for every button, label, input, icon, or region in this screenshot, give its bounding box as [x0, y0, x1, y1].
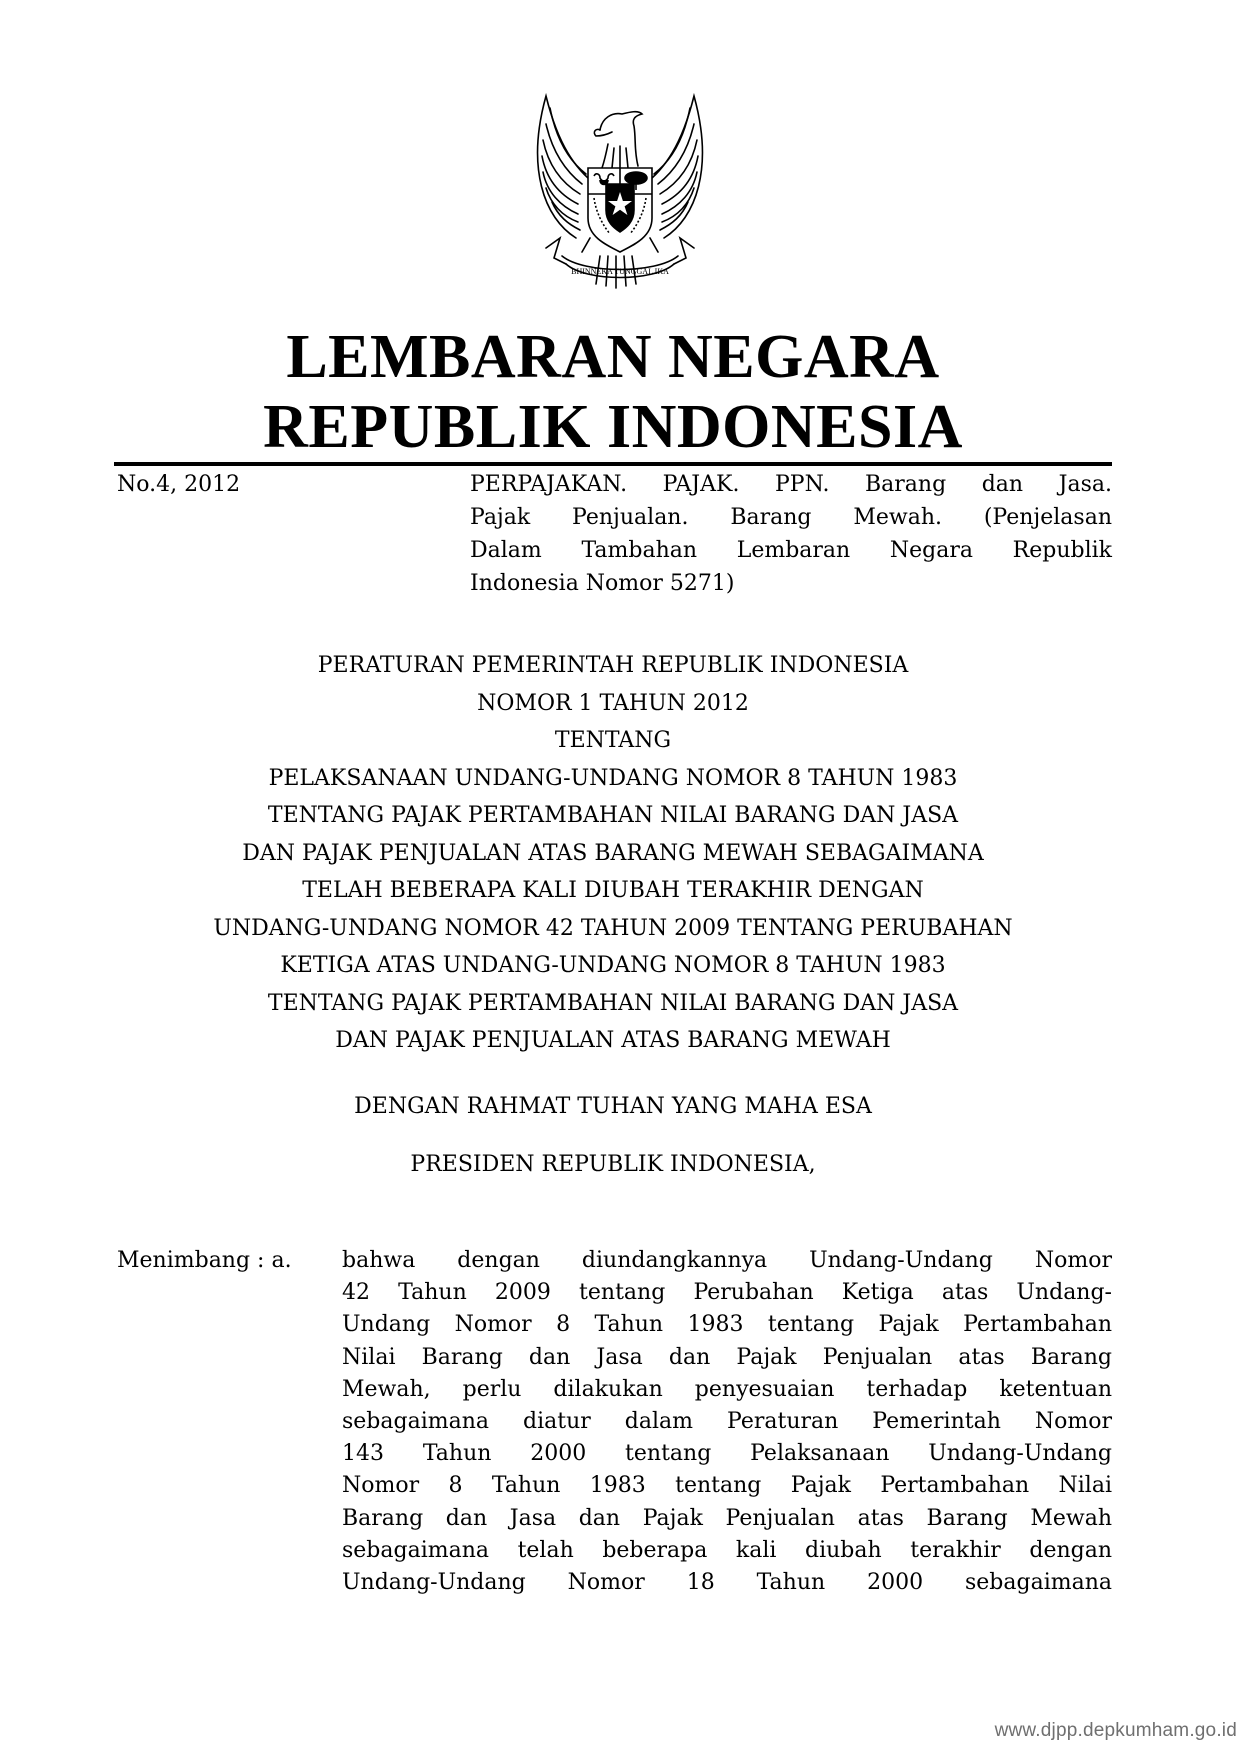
masthead-divider	[114, 462, 1112, 466]
regulation-title-line: PELAKSANAAN UNDANG-UNDANG NOMOR 8 TAHUN 1983	[268, 765, 958, 791]
regulation-title-line: TENTANG	[554, 728, 672, 753]
considering-line: Nilai Barang dan Jasa dan Pajak Penjualan atas Barang	[342, 1344, 1112, 1370]
footer-url: www.djpp.depkumham.go.id	[994, 1720, 1237, 1741]
president-heading: PRESIDEN REPUBLIK INDONESIA,	[410, 1152, 816, 1177]
regulation-title-line: UNDANG-UNDANG NOMOR 42 TAHUN 2009 TENTANG PERUBAHAN	[213, 915, 1013, 941]
considering-line: Undang-Undang Nomor 18 Tahun 2000 sebagaimana	[342, 1570, 1112, 1596]
gazette-masthead-line1: LEMBARAN NEGARA	[286, 323, 940, 391]
gazette-subject-line: Indonesia Nomor 5271)	[470, 571, 735, 596]
regulation-title-line: TENTANG PAJAK PERTAMBAHAN NILAI BARANG DAN JASA	[267, 803, 959, 828]
gazette-subject-line: Dalam Tambahan Lembaran Negara Republik	[470, 538, 1112, 563]
considering-item-a	[342, 1245, 1112, 1599]
considering-line: Undang Nomor 8 Tahun 1983 tentang Pajak Pertambahan	[342, 1312, 1112, 1338]
gazette-masthead-line2: REPUBLIK INDONESIA	[263, 393, 963, 461]
regulation-title-line: NOMOR 1 TAHUN 2012	[477, 690, 749, 716]
considering-label: Menimbang : a.	[117, 1248, 292, 1273]
gazette-subject-line: Pajak Penjualan. Barang Mewah. (Penjelasan	[470, 505, 1112, 530]
garuda-emblem-icon	[516, 88, 724, 294]
regulation-title	[114, 647, 1112, 1060]
regulation-title-line: TENTANG PAJAK PERTAMBAHAN NILAI BARANG DAN JASA	[267, 990, 959, 1016]
svg-text:BHINNEKA TUNGGAL IKA: BHINNEKA TUNGGAL IKA	[571, 267, 669, 276]
considering-line: sebagaimana telah beberapa kali diubah terakhir dengan	[342, 1537, 1112, 1563]
gazette-subject-line: PERPAJAKAN. PAJAK. PPN. Barang dan Jasa.	[470, 472, 1112, 497]
considering-line: bahwa dengan diundangkannya Undang-Undang Nomor	[342, 1248, 1112, 1273]
considering-line: 143 Tahun 2000 tentang Pelaksanaan Undang-Undang	[342, 1441, 1112, 1467]
gazette-subject	[470, 468, 1112, 600]
considering-line: Mewah, perlu dilakukan penyesuaian terhadap ketentuan	[342, 1376, 1112, 1402]
regulation-title-line: DAN PAJAK PENJUALAN ATAS BARANG MEWAH	[335, 1028, 891, 1053]
regulation-title-line: TELAH BEBERAPA KALI DIUBAH TERAKHIR DENGAN	[302, 878, 924, 903]
gazette-number: No.4, 2012	[117, 472, 241, 497]
considering-line: 42 Tahun 2009 tentang Perubahan Ketiga atas Undang-	[342, 1280, 1112, 1306]
considering-line: sebagaimana diatur dalam Peraturan Pemerintah Nomor	[342, 1409, 1112, 1435]
considering-line: Nomor 8 Tahun 1983 tentang Pajak Pertambahan Nilai	[342, 1473, 1112, 1499]
regulation-title-line: KETIGA ATAS UNDANG-UNDANG NOMOR 8 TAHUN 1983	[280, 953, 946, 978]
divine-invocation: DENGAN RAHMAT TUHAN YANG MAHA ESA	[354, 1094, 872, 1119]
considering-line: Barang dan Jasa dan Pajak Penjualan atas Barang Mewah	[342, 1505, 1112, 1531]
regulation-title-line: DAN PAJAK PENJUALAN ATAS BARANG MEWAH SEBAGAIMANA	[242, 840, 984, 866]
regulation-title-line: PERATURAN PEMERINTAH REPUBLIK INDONESIA	[317, 653, 909, 678]
